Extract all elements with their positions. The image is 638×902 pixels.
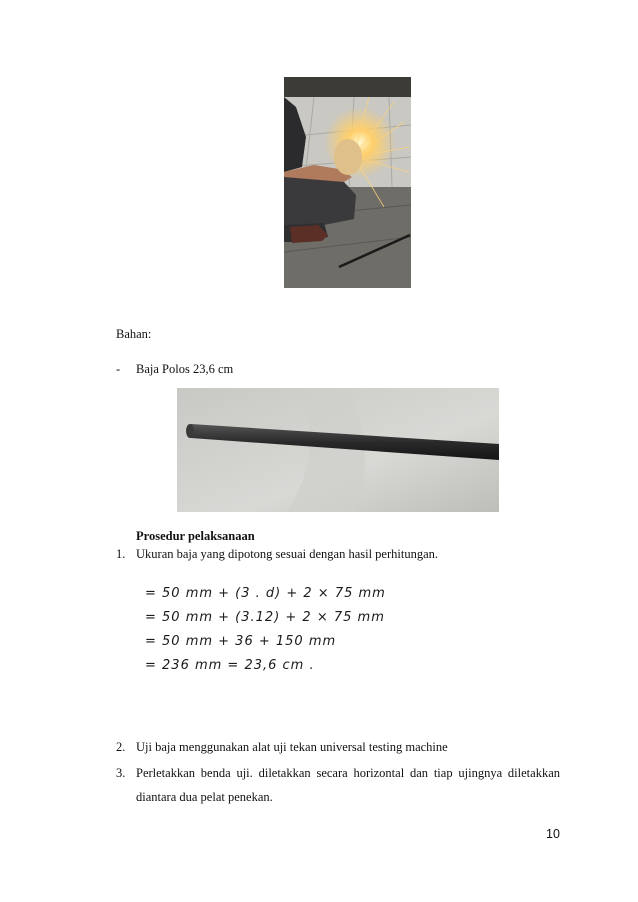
- grinding-photo-illustration: [284, 77, 411, 288]
- calculation-line: = 50 mm + (3 . d) + 2 × 75 mm: [145, 586, 386, 601]
- steel-bar-illustration: [177, 388, 499, 512]
- materials-item-bullet: -: [116, 362, 121, 376]
- procedure-step-number: 1.: [116, 547, 126, 561]
- calculation-note: [141, 572, 419, 686]
- procedure-step-text: Perletakkan benda uji. diletakkan secara horizontal dan tiap ujingnya diletakkan diantara dua pelat penekan.: [136, 766, 560, 804]
- procedure-heading: Prosedur pelaksanaan: [136, 529, 255, 543]
- calculation-line: = 50 mm + (3.12) + 2 × 75 mm: [145, 610, 385, 625]
- calculation-line: = 236 mm = 23,6 cm .: [145, 658, 315, 673]
- grinding-photo: [284, 77, 411, 288]
- procedure-step-text: Uji baja menggunakan alat uji tekan universal testing machine: [136, 740, 448, 754]
- procedure-step-number: 3.: [116, 766, 126, 780]
- materials-heading: Bahan:: [116, 327, 152, 341]
- calculation-line: = 50 mm + 36 + 150 mm: [145, 634, 337, 649]
- page-number: 10: [546, 827, 560, 841]
- procedure-step-text: Ukuran baja yang dipotong sesuai dengan hasil perhitungan.: [136, 547, 439, 561]
- materials-item-text: Baja Polos 23,6 cm: [136, 362, 234, 376]
- steel-bar-photo: [177, 388, 499, 512]
- procedure-step-number: 2.: [116, 740, 126, 754]
